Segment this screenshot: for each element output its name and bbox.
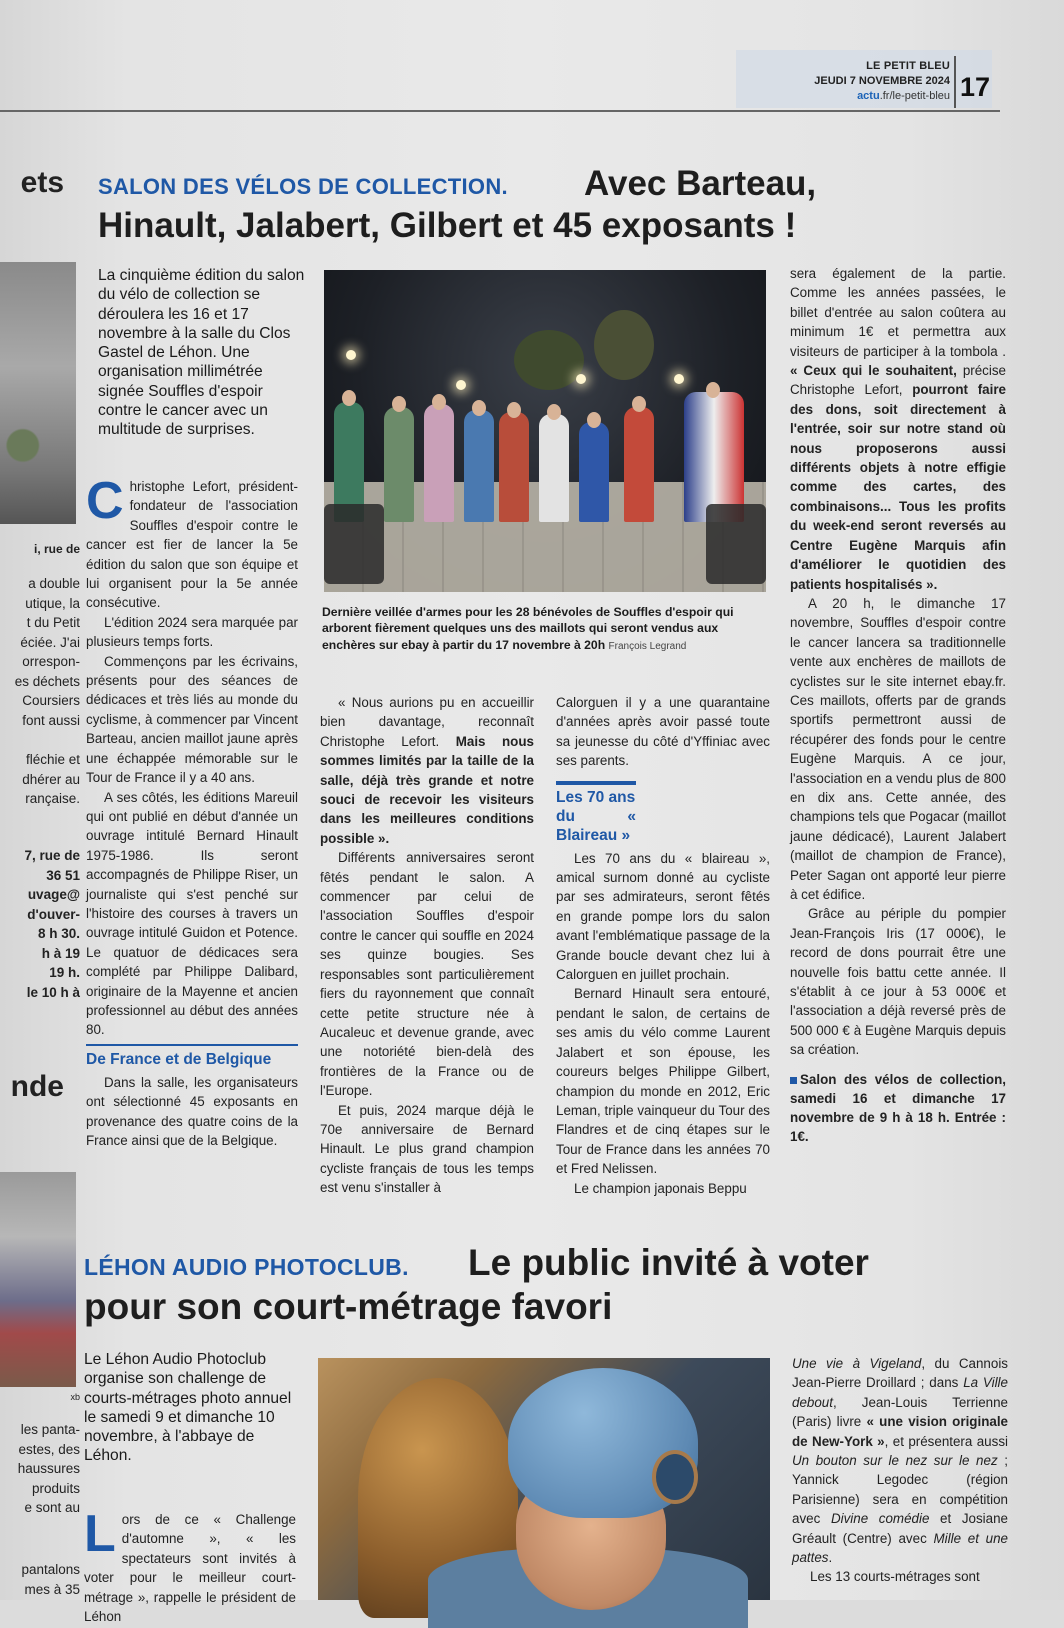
left-column-line: t du Petit [26,615,80,630]
left-caption-fragment: i, rue de [33,542,80,556]
photo-tree [514,330,584,390]
photo-person [499,412,529,522]
article1-chapo: La cinquième édition du salon du vélo de collection se déroulera les 16 et 17 novembre à la salle du Clos Gastel de Léhon. Une organisation millimétrée signée Souffles d'espoir contre le cancer avec un multitude de surprises. [98,267,305,439]
left-column-line: les panta- [20,1422,80,1437]
left-column-line: produits [31,1480,80,1496]
photo-head [706,382,720,398]
left-column-line: dhérer au [22,771,80,787]
article1-photo-caption: Dernière veillée d'armes pour les 28 bénévoles de Souffles d'espoir qui arborent fièrement quelques uns des maillots qui seront vendus aux enchères sur ebay à partir du 17 novembre à 20h François Legrand [322,605,734,652]
photo-person [684,392,744,522]
photo-head [587,412,601,428]
article1-column-2: « Nous aurions pu en accueillir bien davantage, reconnaît Christophe Lefort. Mais nous sommes limités par la taille de la salle, déjà très grande et notre souci de recevoir les visiteurs dans les meilleures conditions possible ». Différents anniversaires seront fêtés pendant le salon. A commencer par celui de l'association Souffles d'espoir contre le cancer qui souffle en 2024 ses quinze bougies. Ses responsables sont particulièrement fiers du rayonnement que connaît cette petite structure née à Aucaleuc et devenue grande, avec une notoriété bien-delà des frontières de la France ou de l'Europe. Et puis, 2024 marque déjà le 70e anniversaire de Bernard Hinault. Le plus grand champion cycliste français de tous les temps est venu s'installer à [320,695,534,1196]
left-column-line: rançaise. [25,791,80,806]
article1-dropcap: C [86,472,124,530]
photo-head [632,396,646,412]
page-number: 17 [960,72,991,102]
left-column-line: mes à 35 [24,1581,80,1597]
photo-head [392,396,406,412]
article2-column-3: Une vie à Vigeland, du Cannois Jean-Pierre Droillard ; dans La Ville debout, Jean-Louis Terrienne (Paris) livre « une vision originale de New-York », et présentera aussi Un bouton sur le nez sur le nez ; Yannick Legodec (région Parisienne) sera en compétition avec Divine comédie et Josiane Gréault (Centre) avec Mille et une pattes. Les 13 courts-métrages sont [792,1356,1009,1585]
photo-person [384,407,414,522]
left-column-line: a double [28,576,80,591]
left-photo [0,262,76,524]
article2-column-1: Lors de ce « Challenge d'automne », « les spectateurs sont invités à voter pour le meilleur court-métrage », rappelle le président de Léhon [84,1505,296,1625]
paper-name: LE PETIT BLEU [866,60,950,72]
photo-credit: François Legrand [608,640,687,652]
left-column-line: le 10 h à [26,984,80,1000]
article1-title-line2: Hinault, Jalabert, Gilbert et 45 exposants ! [98,206,797,245]
left-column-line: font aussi [22,712,80,728]
article1-column-3: Calorguen il y a une quarantaine d'années après avoir passé toute sa jeunesse du côté d'Yffiniac avec ses parents. Les 70 ans du « Blaireau » Les 70 ans du « blaireau », amical surnom donné au cycliste par ses admirateurs, seront fêtés en grande pompe lors du salon avant l'emblématique passage de la Grande boucle devant chez lui à Calorguen en juillet prochain. Bernard Hinault sera entouré, pendant le salon, de certains de ses amis du vélo comme Laurent Jalabert et son épouse, les coureurs belges Philippe Gilbert, champion du monde en 2012, Eric Leman, triple vainqueur du Tour des Flandres et de cinq étapes sur le Tour de France dans les années 70 et Fred Nelissen. Le champion japonais Beppu [556,695,770,1196]
left-column-line: 36 51 [46,867,80,883]
left-photo-2 [0,1172,76,1387]
photo-head [507,402,521,418]
photo-earphone [652,1450,698,1504]
left-column-line: 7, rue de [24,848,80,863]
article2-title-line2: pour son court-métrage favori [84,1286,613,1327]
article1-kicker: SALON DES VÉLOS DE COLLECTION. [98,174,508,199]
photo-light [674,374,684,384]
left-column-line: uvage@ [27,887,80,902]
photo-person [579,422,609,522]
photo-person [424,404,454,522]
header-rule [0,110,1000,112]
left-column-line: h à 19 [41,945,80,961]
article1-subhead-2: Les 70 ans du « Blaireau » [556,781,636,845]
left-photo-credit: xb [70,1392,80,1402]
article1-column-1: Christophe Lefort, président-fondateur de l'association Souffles d'espoir contre le cancer est fier de lancer la 5e édition du salon que son équipe et lui organisent pour la 5e année consécutive. L'édition 2024 sera marquée par plusieurs temps forts. Commençons par les écrivains, présents pour des séances de dédicaces et très liés au monde du cyclisme, à commencer par Vincent Barteau, ancien maillot jaune après une échappée mémorable sur le Tour de France il y a 40 ans. A ses côtés, les éditions Mareuil qui ont publié en début d'année un ouvrage intitulé Bernard Hinault 1975-1986. Ils seront accompagnés de Philippe Riser, un journaliste qui s'est penché sur l'histoire des courses à travers un ouvrage intitulé Guidon et Potence. Le quatuor de dédicaces sera complété par Philippe Dalibard, originaire de la Mayenne et ancien professionnel au début des années 80. De France et de Belgique Dans la salle, les organisateurs ont sélectionné 45 exposants en provenance des quatre coins de la France ainsi que de la Belgique. [86,472,298,1148]
article2-title-line1: Le public invité à voter [468,1242,869,1283]
photo-person [464,410,494,522]
left-column-line: éciée. J'ai [20,634,80,650]
left-fragment-headline: ets [20,166,64,199]
left-column-line: e sont au [24,1500,80,1515]
left-column-line: 8 h 30. [37,926,80,941]
photo-light [456,380,466,390]
left-column-line: d'ouver- [27,906,80,922]
left-column-line: estes, des [18,1441,80,1457]
issue-date: JEUDI 7 NOVEMBRE 2024 [814,75,950,87]
left-column-line: fléchie et [25,752,80,767]
photo-head [432,394,446,410]
article1-column-4: sera également de la partie. Comme les années passées, le billet d'entrée au salon coûtera au minimum 1€ et permettra aux visiteurs de participer à la tombola . « Ceux qui le souhaitent, précise Christophe Lefort, pourront faire des dons, soit directement à l'entrée, soir sur notre stand où nous proposerons aussi différents objets à notre effigie comme des cartes, des combinaisons... Tous les profits du week-end seront reversés au Centre Eugène Marquis afin d'améliorer le quotidien des patients hospitalisés ». A 20 h, le dimanche 17 novembre, Souffles d'espoir contre le cancer lancera sa traditionnelle vente aux enchères de maillots de cyclistes sur le site internet ebay.fr. Ces maillots, offerts par de grands sportifs permettront aussi de récupérer des fonds pour le centre Eugène Marquis. A ce jour, l'association en a vendu plus de 800 en dix ans. Cette année, des champions tels que Pogacar (maillot jaune dédicacé), Laurent Jalabert (maillot de champion de France), Peter Sagan ont apporté leur pierre à cet édifice. Grâce au périple du pompier Jean-François Iris (17 000€), le record de dons pourrait être une nouvelle fois battu cette année. Il s'établit à ce jour à 53 000€ et l'association a déjà reversé près de 500 000 € à Eugène Marquis depuis sa création. Salon des vélos de collection, samedi 16 et dimanche 17 novembre de 9 h à 18 h. Entrée : 1€. [790,266,1006,1144]
article2-photo [318,1358,770,1600]
article2-kicker: LÉHON AUDIO PHOTOCLUB. [84,1254,409,1280]
photo-light [346,350,356,360]
site-url: actu.fr/le-petit-bleu [857,90,950,102]
article1-subhead-1: De France et de Belgique [86,1044,298,1069]
header-separator [954,56,956,108]
left-column-line: orrespon- [22,654,80,669]
photo-light [576,374,586,384]
article1-title-line1: Avec Barteau, [584,164,817,203]
info-square-icon [790,1077,797,1084]
left-column-line: pantalons [21,1562,80,1577]
left-column-line: Coursiers [22,693,80,708]
photo-chair [706,504,766,584]
photo-head [547,404,561,420]
photo-tree [594,310,654,380]
photo-head [342,390,356,406]
photo-person [539,414,569,522]
article1-photo [324,270,766,592]
left-fragment-headline-2: nde [10,1070,64,1103]
left-column-line: haussures [17,1461,80,1476]
left-column-line: 19 h. [49,965,80,980]
photo-head [472,400,486,416]
photo-chair [324,504,384,584]
article2-dropcap: L [84,1505,116,1563]
article1-info-box: Salon des vélos de collection, samedi 16 et dimanche 17 novembre de 9 h à 18 h. Entrée : 1€. [790,1071,1006,1144]
left-column-line: es déchets [14,673,80,689]
article2-chapo: Le Léhon Audio Photoclub organise son challenge de courts-métrages photo annuel le samedi 9 et dimanche 10 novembre, à l'abbaye de Léhon. [84,1351,292,1465]
left-column-line: utique, la [25,595,80,611]
photo-person [624,407,654,522]
